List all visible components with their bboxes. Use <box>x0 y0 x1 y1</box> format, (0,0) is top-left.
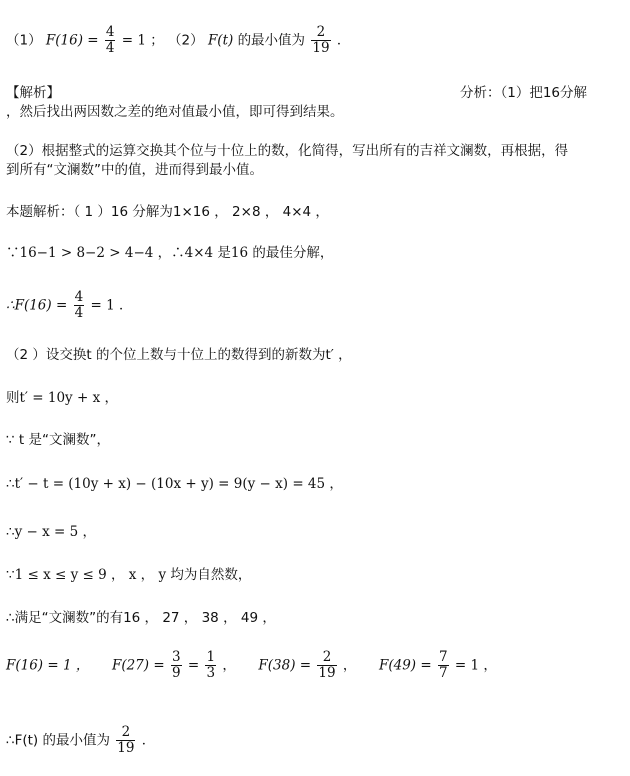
answer-f16-fraction <box>105 25 116 56</box>
analysis-head: 分析：（1）把16分解 <box>460 85 588 101</box>
fraction-denominator: 19 <box>117 740 135 756</box>
f49-lhs: F(49) = <box>378 657 432 674</box>
f27-end: ， <box>222 657 236 674</box>
solution-step9: ∵1 ≤ x ≤ y ≤ 9 ， x ， y 均为自然数， <box>6 567 252 583</box>
fraction-numerator: 4 <box>74 289 84 305</box>
fraction-numerator: 3 <box>171 649 181 665</box>
f16-value: F(16) = 1 ， <box>6 657 90 674</box>
answer-min-text: 的最小值为 <box>237 32 306 49</box>
analysis-line2: （2）根据整式的运算交换其个位与十位上的数，化简得，写出所有的吉祥文澜数，再根据，得 <box>6 143 569 159</box>
f38-lhs: F(38) = <box>258 657 312 674</box>
answer-f16-rhs: = 1 ； <box>121 32 164 49</box>
answer-line <box>6 25 350 56</box>
solution-step1: 本题解析：（ 1 ）16 分解为1×16 ， 2×8 ， 4×4 ， <box>6 204 329 220</box>
f38-end: ， <box>342 657 357 674</box>
fraction-denominator: 9 <box>171 665 181 681</box>
f27-fraction-1 <box>171 650 182 681</box>
fraction-denominator: 3 <box>206 665 216 681</box>
fraction-denominator: 7 <box>438 665 448 681</box>
solution-step7: ∴t′ − t = (10y + x) − (10x + y) = 9(y − x) = 45 ， <box>6 476 343 492</box>
f49-end: = 1 ， <box>454 657 497 674</box>
fraction-numerator: 1 <box>206 649 216 665</box>
f49-fraction <box>438 650 449 681</box>
answer-part1-label: （1） <box>6 32 42 49</box>
answer-end: ． <box>336 32 351 49</box>
step3-lhs: ∴F(16) = <box>6 297 68 314</box>
f27-lhs: F(27) = <box>111 657 165 674</box>
fraction-denominator: 4 <box>105 40 115 56</box>
solution-step8: ∴y − x = 5 ， <box>6 524 96 540</box>
answer-part2-label: （2） <box>168 32 204 49</box>
solution-step3 <box>6 290 132 321</box>
answer-f16-lhs: F(16) = <box>45 32 99 49</box>
fraction-numerator: 7 <box>438 649 448 665</box>
fraction-numerator: 2 <box>316 24 326 40</box>
solution-f-values <box>6 650 497 681</box>
fraction-numerator: 2 <box>121 724 131 740</box>
fraction-denominator: 19 <box>318 665 336 681</box>
fraction-numerator: 4 <box>105 24 115 40</box>
f27-equals: = <box>187 657 200 674</box>
analysis-line1: ，然后找出两因数之差的绝对值最小值，即可得到结果。 <box>6 104 344 120</box>
conclusion-end: ． <box>141 732 156 749</box>
f38-fraction <box>317 650 336 681</box>
conclusion-fraction <box>116 725 135 756</box>
solution-step6: ∵ t 是“文澜数”， <box>6 432 110 448</box>
step3-fraction <box>74 290 85 321</box>
f27-fraction-2 <box>205 650 216 681</box>
fraction-numerator: 2 <box>322 649 332 665</box>
answer-min-fraction <box>311 25 330 56</box>
answer-ft: F(t) <box>207 32 234 49</box>
conclusion-lhs: ∴F(t) 的最小值为 <box>6 732 110 749</box>
solution-step10: ∴满足“文澜数”的有16 ， 27 ， 38 ， 49 ， <box>6 610 276 626</box>
solution-step2: ∵16−1 > 8−2 > 4−4 ，∴4×4 是16 的最佳分解， <box>6 245 334 261</box>
solution-step5: 则t′ = 10y + x ， <box>6 390 118 406</box>
analysis-line3: 到所有“文澜数”中的值，进而得到最小值。 <box>6 162 263 178</box>
solution-step4: （2 ）设交换t 的个位上数与十位上的数得到的新数为t′ ， <box>6 347 352 363</box>
jiexi-title: 【解析】 <box>6 85 60 101</box>
fraction-denominator: 4 <box>74 305 84 321</box>
step3-rhs: = 1 ． <box>90 297 133 314</box>
solution-conclusion <box>6 725 155 756</box>
fraction-denominator: 19 <box>312 40 330 56</box>
